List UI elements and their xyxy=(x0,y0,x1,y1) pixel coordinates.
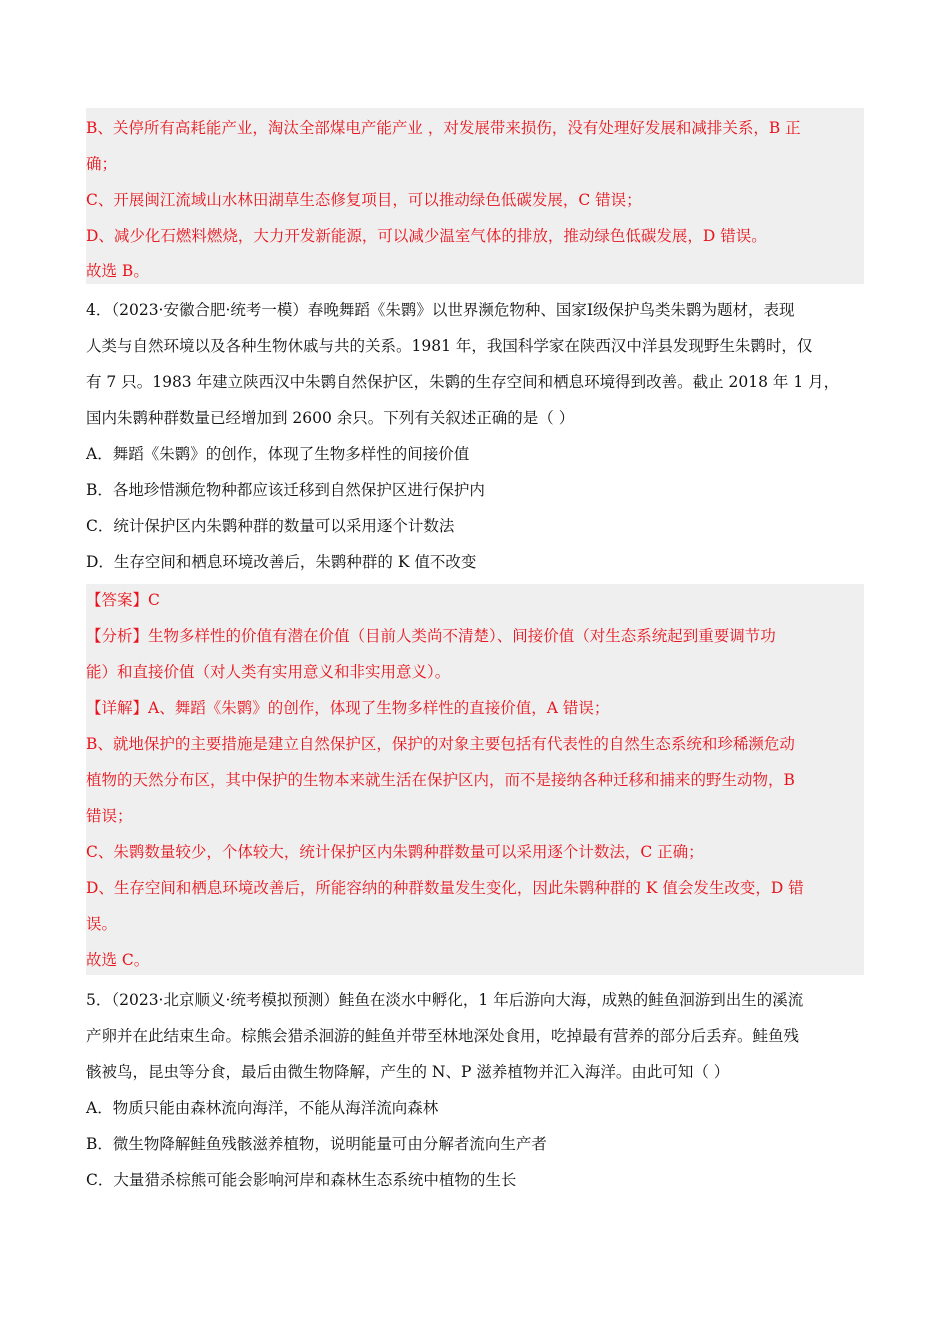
q4-detail-line: 错误； xyxy=(86,807,133,825)
q4-detail-line: B、就地保护的主要措施是建立自然保护区，保护的对象主要包括有代表性的自然生态系统和珍稀濒危动 xyxy=(86,735,795,753)
q4-option-d: D．生存空间和栖息环境改善后，朱鹮种群的 K 值不改变 xyxy=(86,553,477,571)
q4-answer-block xyxy=(86,584,864,975)
q4-stem-line: 有 7 只。1983 年建立陕西汉中朱鹮自然保护区，朱鹮的生存空间和栖息环境得到改善。截止 2018 年 1 月， xyxy=(86,373,840,391)
q3-explanation-line: D、减少化石燃料燃烧，大力开发新能源，可以减少温室气体的排放，推动绿色低碳发展，D 错误。 xyxy=(86,227,767,245)
q4-stem-line: 4．（2023·安徽合肥·统考一模）春晚舞蹈《朱鹮》以世界濒危物种、国家Ⅰ级保护鸟类朱鹮为题材，表现 xyxy=(86,301,795,319)
q5-option-a: A．物质只能由森林流向海洋，不能从海洋流向森林 xyxy=(86,1099,439,1117)
q3-explanation-block xyxy=(86,108,864,284)
q4-option-b: B．各地珍惜濒危物种都应该迁移到自然保护区进行保护内 xyxy=(86,481,485,499)
q4-analysis-line: 【分析】生物多样性的价值有潜在价值（目前人类尚不清楚）、间接价值（对生态系统起到重要调节功 xyxy=(86,627,776,645)
q4-analysis-line: 能）和直接价值（对人类有实用意义和非实用意义）。 xyxy=(86,663,451,681)
q5-stem-line: 产卵并在此结束生命。棕熊会猎杀洄游的鲑鱼并带至林地深处食用，吃掉最有营养的部分后丢弃。鲑鱼残 xyxy=(86,1027,800,1045)
q5-stem-line: 骸被鸟，昆虫等分食，最后由微生物降解，产生的 N、P 滋养植物并汇入海洋。由此可知（ ） xyxy=(86,1063,730,1081)
q5-option-c: C．大量猎杀棕熊可能会影响河岸和森林生态系统中植物的生长 xyxy=(86,1171,517,1189)
q5-stem-line: 5．（2023·北京顺义·统考模拟预测）鲑鱼在淡水中孵化，1 年后游向大海，成熟的鲑鱼洄游到出生的溪流 xyxy=(86,991,804,1009)
q3-explanation-line: 确； xyxy=(86,155,118,173)
q4-detail-line: 植物的天然分布区，其中保护的生物本来就生活在保护区内，而不是接纳各种迁移和捕来的野生动物，B xyxy=(86,771,795,789)
q4-stem-line: 国内朱鹮种群数量已经增加到 2600 余只。下列有关叙述正确的是（ ） xyxy=(86,409,575,427)
q4-detail-line: 【详解】A、舞蹈《朱鹮》的创作，体现了生物多样性的直接价值，A 错误； xyxy=(86,699,610,717)
q4-detail-line: C、朱鹮数量较少，个体较大，统计保护区内朱鹮种群数量可以采用逐个计数法，C 正确； xyxy=(86,843,704,861)
q5-option-b: B．微生物降解鲑鱼残骸滋养植物，说明能量可由分解者流向生产者 xyxy=(86,1135,547,1153)
q4-detail-line: D、生存空间和栖息环境改善后，所能容纳的种群数量发生变化，因此朱鹮种群的 K 值会发生改变，D 错 xyxy=(86,879,804,897)
q3-conclusion: 故选 B。 xyxy=(86,262,149,280)
q4-conclusion: 故选 C。 xyxy=(86,951,150,969)
q4-option-c: C．统计保护区内朱鹮种群的数量可以采用逐个计数法 xyxy=(86,517,455,535)
q4-stem-line: 人类与自然环境以及各种生物休戚与共的关系。1981 年，我国科学家在陕西汉中洋县发现野生朱鹮时，仅 xyxy=(86,337,813,355)
q4-option-a: A．舞蹈《朱鹮》的创作，体现了生物多样性的间接价值 xyxy=(86,445,470,463)
question-5 xyxy=(86,980,864,1200)
q3-explanation-line: C、开展闽江流域山水林田湖草生态修复项目，可以推动绿色低碳发展，C 错误； xyxy=(86,191,642,209)
question-4 xyxy=(86,290,864,580)
q3-explanation-line: B、关停所有高耗能产业，淘汰全部煤电产能产业 ，对发展带来损伤，没有处理好发展和减排关系，B 正 xyxy=(86,119,801,137)
q4-answer: 【答案】C xyxy=(86,591,160,609)
q4-detail-line: 误。 xyxy=(86,915,118,933)
